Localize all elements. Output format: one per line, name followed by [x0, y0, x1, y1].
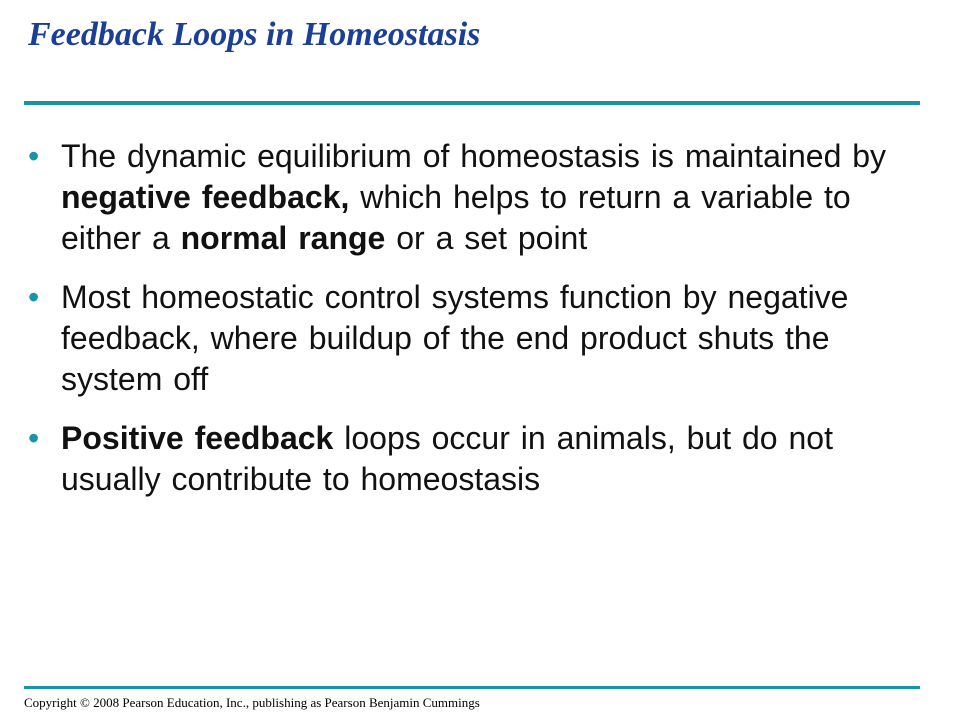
bullet-emphasis: negative feedback, — [61, 179, 350, 215]
bullet-item — [0, 277, 960, 400]
bullet-icon — [28, 136, 39, 177]
bullet-list — [0, 136, 960, 518]
bullet-item — [0, 418, 960, 500]
bullet-item — [0, 136, 960, 259]
bullet-text: loops occur in animals, but do not usually contribute to homeostasis — [61, 420, 833, 497]
bullet-text: The dynamic equilibrium of homeostasis is maintained by — [61, 138, 887, 174]
title-divider — [24, 101, 920, 105]
bullet-text: which helps to return a variable to either a — [61, 179, 851, 256]
bullet-emphasis: normal range — [180, 220, 386, 256]
bullet-emphasis: Positive feedback — [61, 420, 334, 456]
copyright-footer: Copyright © 2008 Pearson Education, Inc., publishing as Pearson Benjamin Cummings — [24, 695, 480, 710]
bullet-text: Most homeostatic control systems function by negative feedback, where buildup of the end product shuts the system off — [61, 279, 849, 397]
footer-divider — [24, 686, 920, 689]
slide-title: Feedback Loops in Homeostasis — [28, 16, 481, 53]
bullet-icon — [28, 418, 39, 459]
bullet-icon — [28, 277, 39, 318]
bullet-text: or a set point — [385, 220, 588, 256]
